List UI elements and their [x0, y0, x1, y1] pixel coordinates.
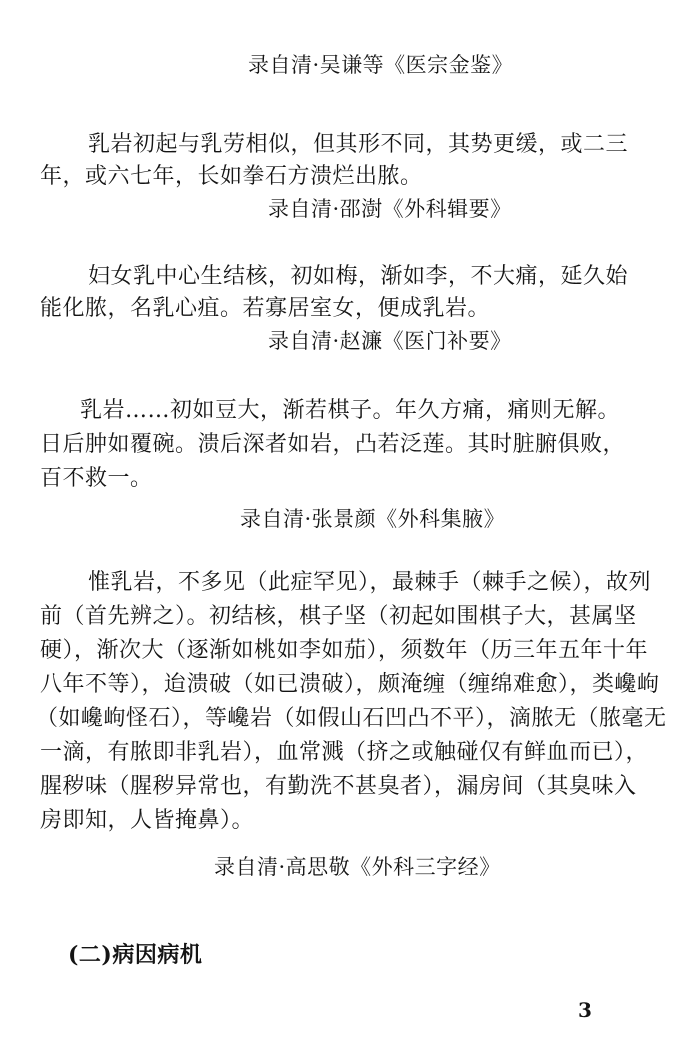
source-citation: 录自清·高思敬《外科三字经》 — [214, 855, 501, 879]
source-citation: 录自清·张景颜《外科集腋》 — [240, 507, 506, 531]
paragraph-line: 年，或六七年，长如拳石方溃烂出脓。 — [40, 164, 423, 189]
paragraph-line: 一滴，有脓即非乳岩），血常溅（挤之或触碰仅有鲜血而已）， — [40, 740, 649, 765]
paragraph-line: 前（首先辨之）。初结核，棋子坚（初起如围棋子大，甚属坚 — [40, 604, 637, 629]
paragraph-line: 乳岩初起与乳劳相似，但其形不同，其势更缓，或二三 — [88, 132, 629, 157]
page-number: 3 — [578, 998, 592, 1022]
paragraph-line: 妇女乳中心生结核，初如梅，渐如李，不大痛，延久始 — [88, 264, 629, 289]
paragraph-line: 八年不等），迨溃破（如已溃破），颇淹缠（缠绵难愈），类巉岣 — [40, 672, 660, 697]
paragraph-line: 能化脓，名乳心疽。若寡居室女，便成乳岩。 — [40, 296, 491, 321]
source-citation: 录自清·赵濂《医门补要》 — [268, 329, 512, 353]
source-citation: 录自清·吴谦等《医宗金鉴》 — [248, 53, 514, 77]
paragraph-line: 乳岩……初如豆大，渐若棋子。年久方痛，痛则无解。 — [80, 398, 621, 423]
paragraph-line: 房即知，人皆掩鼻）。 — [40, 808, 255, 833]
paragraph-line: 百不救一。 — [40, 466, 153, 491]
paragraph-line: 硬），渐次大（逐渐如桃如李如茄），须数年（历三年五年十年 — [40, 638, 649, 663]
section-heading: (二)病因病机 — [68, 942, 203, 968]
paragraph-line: 腥秽味（腥秽异常也，有勤洗不甚臭者），漏房间（其臭味入 — [40, 774, 637, 799]
paragraph-line: 惟乳岩，不多见（此症罕见），最棘手（棘手之候），故列 — [88, 570, 652, 595]
source-citation: 录自清·邵澍《外科辑要》 — [268, 197, 512, 221]
paragraph-line: 日后肿如覆碗。溃后深者如岩，凸若泛莲。其时脏腑俱败， — [40, 432, 626, 457]
paragraph-line: （如巉岣怪石），等巉岩（如假山石凹凸不平），滴脓无（脓毫无 — [36, 706, 667, 731]
